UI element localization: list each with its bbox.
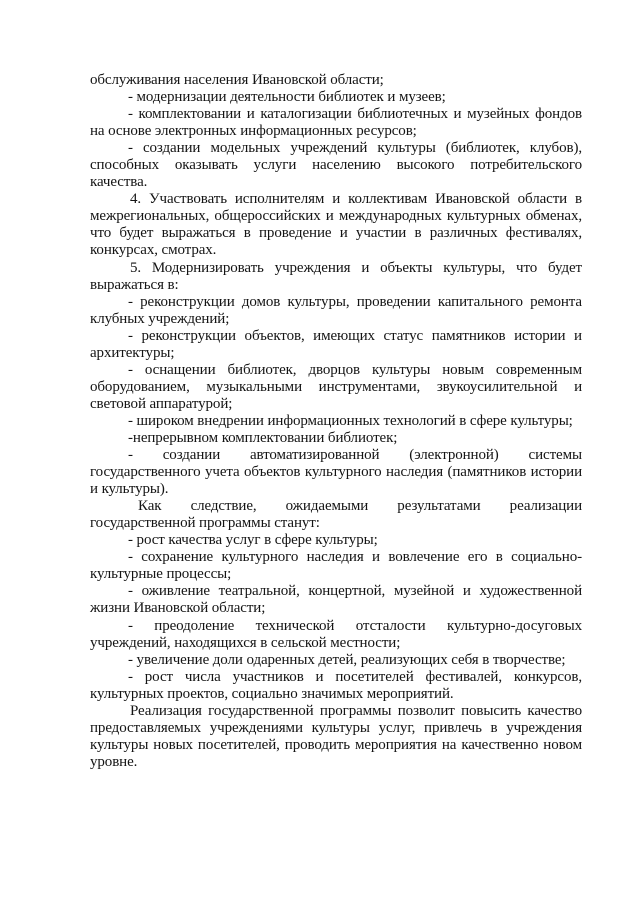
paragraph-item-4: 4. Участвовать исполнителям и коллективам Ивановской области в межрегиональных, общероссийских и международных культурных обменах, что будет выражаться в проведение и участии в различных фестивалях, конкурсах, смотрах. [90, 191, 582, 259]
list-item-reconstruction-monuments: - реконструкции объектов, имеющих статус памятников истории и архитектуры; [90, 327, 582, 361]
list-item-reconstruction-houses: - реконструкции домов культуры, проведении капитального ремонта клубных учреждений; [90, 293, 582, 327]
document-body [90, 72, 582, 771]
list-item-model-institutions: - создании модельных учреждений культуры (библиотек, клубов), способных оказывать услуги населению высокого потребительского качества. [90, 140, 582, 191]
list-item-heritage-system: - создании автоматизированной (электронной) системы государственного учета объектов культурного наследия (памятников истории и культуры). [90, 447, 582, 498]
list-item-festival-participants: - рост числа участников и посетителей фестивалей, конкурсов, культурных проектов, социально значимых мероприятий. [90, 668, 582, 702]
paragraph-item-5: 5. Модернизировать учреждения и объекты культуры, что будет выражаться в: [90, 259, 582, 293]
list-item-cultural-revival: - оживление театральной, концертной, музейной и художественной жизни Ивановской области; [90, 583, 582, 617]
list-item-cataloging: - комплектовании и каталогизации библиотечных и музейных фондов на основе электронных информационных ресурсов; [90, 106, 582, 140]
list-item-museum-modernization: - модернизации деятельности библиотек и музеев; [128, 89, 446, 106]
list-item-quality-growth: - рост качества услуг в сфере культуры; [128, 532, 378, 549]
paragraph-conclusion: Реализация государственной программы позволит повысить качество предоставляемых учреждениями культуры услуг, привлечь в учреждения культуры новых посетителей, проводить мероприятия на качественно новом уровне. [90, 702, 582, 770]
list-item-library-acquisition: -непрерывном комплектовании библиотек; [128, 429, 398, 446]
paragraph-expected-results: Как следствие, ожидаемыми результатами реализации государственной программы станут: [90, 498, 582, 532]
list-item-gifted-children: - увеличение доли одаренных детей, реализующих себя в творчестве; [128, 651, 566, 668]
list-item-heritage-preservation: - сохранение культурного наследия и вовлечение его в социально-культурные процессы; [90, 549, 582, 583]
list-item-equipment: - оснащении библиотек, дворцов культуры новым современным оборудованием, музыкальными инструментами, звукоусилительной и световой аппаратурой; [90, 361, 582, 412]
list-item-it-adoption: - широком внедрении информационных технологий в сфере культуры; [128, 412, 573, 429]
list-item-rural-institutions: - преодоление технической отсталости культурно-досуговых учреждений, находящихся в сельской местности; [90, 617, 582, 651]
paragraph-continuation: обслуживания населения Ивановской области; [90, 72, 384, 88]
